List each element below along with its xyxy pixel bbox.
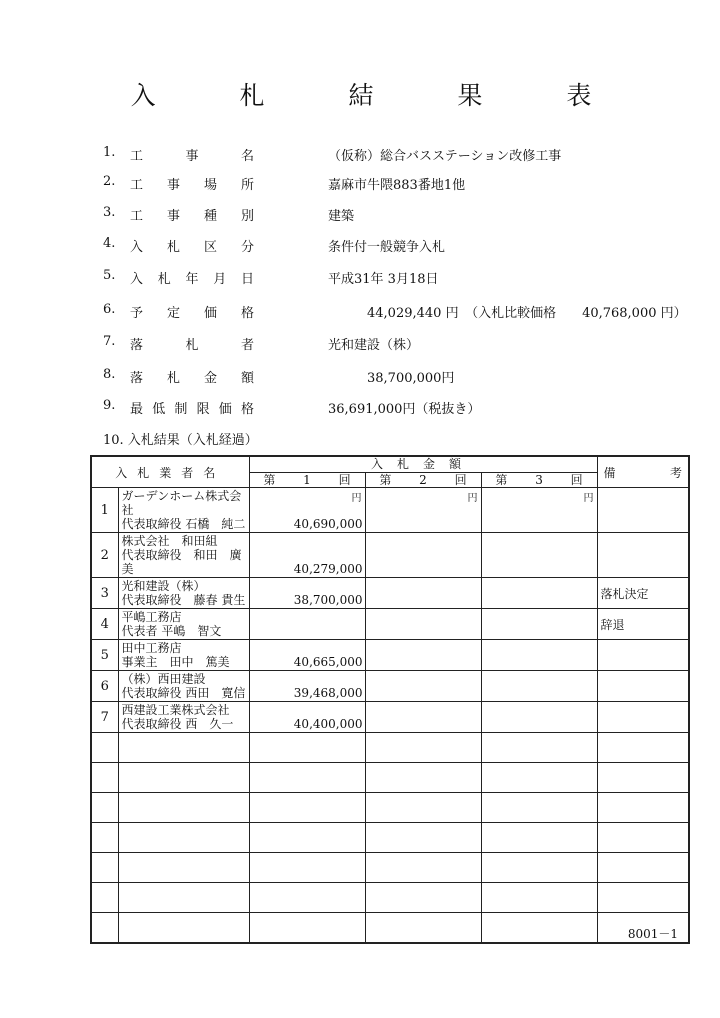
item-value: 44,029,440 円 （入札比較価格 40,768,000 円） [328, 306, 687, 321]
info-item [103, 268, 683, 288]
round-2-amount [365, 640, 481, 671]
representative: 代表取締役 和田 廣美 [121, 548, 242, 576]
company-name: 平嶋工務店 [121, 610, 182, 624]
row-number: 5 [91, 640, 118, 671]
remarks-cell [597, 671, 689, 702]
bidder-cell [118, 640, 249, 671]
empty-row [91, 793, 689, 823]
empty-row [91, 763, 689, 793]
table-row [91, 609, 689, 640]
header-bidder-name: 入札業者名 [91, 456, 249, 488]
item-value: 平成31年 3月18日 [328, 272, 439, 287]
yen-unit: 円 [351, 493, 362, 504]
remarks-cell [597, 533, 689, 578]
empty-row [91, 823, 689, 853]
remarks-cell: 落札決定 [597, 578, 689, 609]
yen-unit: 円 [583, 493, 594, 504]
representative: 代表取締役 石橋 純二 [121, 517, 246, 531]
bidder-cell [118, 702, 249, 733]
table-row [91, 702, 689, 733]
item-number: 1. [103, 145, 116, 160]
round-2-amount [365, 702, 481, 733]
bidder-cell [118, 533, 249, 578]
round-1-amount: 40,665,000 [249, 640, 365, 671]
item-label: 落 札 金 額 [130, 371, 254, 386]
item-label: 工 事 種 別 [130, 209, 254, 224]
round-3-amount [481, 578, 597, 609]
table-row [91, 488, 689, 533]
item-label: 工 事 名 [130, 149, 254, 164]
info-item [103, 174, 683, 194]
bidder-cell [118, 488, 249, 533]
round-1-amount: 38,700,000 [249, 578, 365, 609]
bidder-cell [118, 609, 249, 640]
info-item [103, 302, 687, 322]
item-value: 38,700,000円 [328, 371, 455, 386]
round-1-amount: 40,279,000 [249, 533, 365, 578]
company-name: （株）西田建設 [121, 672, 206, 686]
company-name: 株式会社 和田組 [121, 534, 218, 548]
item-value: 36,691,000円（税抜き） [328, 402, 481, 417]
remarks-cell [597, 640, 689, 671]
info-item [103, 334, 683, 354]
representative: 代表者 平嶋 智文 [121, 624, 222, 638]
row-number: 2 [91, 533, 118, 578]
bid-results-table [90, 455, 690, 944]
header-remarks: 備 考 [597, 456, 689, 488]
document-code: 8001－1 [627, 927, 678, 941]
page-title: 入 札 結 果 表 [130, 81, 630, 110]
round-2-amount [365, 671, 481, 702]
round-1-amount [249, 609, 365, 640]
representative: 代表取締役 西田 寛信 [121, 686, 246, 700]
empty-row [91, 883, 689, 913]
item-number: 4. [103, 236, 116, 251]
company-name: ガーデンホーム株式会社 [121, 489, 242, 517]
item-value: （仮称）総合バスステーション改修工事 [328, 149, 562, 164]
item-label: 入 札 区 分 [130, 240, 254, 255]
item-number: 6. [103, 302, 116, 317]
round-1-amount: 円 40,690,000 [249, 488, 365, 533]
item-number: 2. [103, 174, 116, 189]
round-3-amount [481, 671, 597, 702]
item-number: 9. [103, 398, 116, 413]
item-number: 8. [103, 367, 116, 382]
item-value: 光和建設（株） [328, 338, 420, 353]
header-round-2: 第 2 回 [365, 472, 481, 488]
round-1-amount: 39,468,000 [249, 671, 365, 702]
round-3-amount [481, 640, 597, 671]
table-row [91, 533, 689, 578]
item-value: 建築 [328, 209, 355, 224]
info-item [103, 145, 683, 165]
row-number: 4 [91, 609, 118, 640]
item-label: 予 定 価 格 [130, 306, 254, 321]
header-round-3: 第 3 回 [481, 472, 597, 488]
empty-row [91, 913, 689, 944]
remarks-cell [597, 702, 689, 733]
row-number: 1 [91, 488, 118, 533]
item-value: 条件付一般競争入札 [328, 240, 446, 255]
empty-row [91, 853, 689, 883]
header-bid-amount: 入札金額 [249, 456, 597, 472]
yen-unit: 円 [467, 493, 478, 504]
round-2-amount [365, 488, 481, 533]
info-item [103, 367, 683, 387]
item-label: 最 低 制 限 価 格 [130, 402, 254, 417]
company-name: 西建設工業株式会社 [121, 703, 230, 717]
company-name: 田中工務店 [121, 641, 182, 655]
header-round-1: 第 1 回 [249, 472, 365, 488]
item-number: 3. [103, 205, 116, 220]
item-number: 7. [103, 334, 116, 349]
item-value: 嘉麻市牛隈883番地1他 [328, 178, 466, 193]
info-item [103, 236, 683, 256]
table-row [91, 640, 689, 671]
table-row [91, 671, 689, 702]
item-label: 落 札 者 [130, 338, 254, 353]
bidder-cell [118, 671, 249, 702]
remarks-cell: 辞退 [597, 609, 689, 640]
info-item [103, 205, 683, 225]
row-number: 7 [91, 702, 118, 733]
round-2-amount [365, 533, 481, 578]
empty-row [91, 733, 689, 763]
remarks-cell [597, 488, 689, 533]
result-heading: 10. 入札結果（入札経過） [103, 433, 258, 448]
item-label: 工 事 場 所 [130, 178, 254, 193]
round-2-amount [365, 609, 481, 640]
representative: 事業主 田中 篤美 [121, 655, 230, 669]
round-3-amount [481, 533, 597, 578]
round-3-amount [481, 609, 597, 640]
info-item [103, 398, 683, 418]
row-number: 6 [91, 671, 118, 702]
company-name: 光和建設（株） [121, 579, 206, 593]
item-label: 入 札 年 月 日 [130, 272, 254, 287]
row-number: 3 [91, 578, 118, 609]
item-number: 5. [103, 268, 116, 283]
round-3-amount [481, 488, 597, 533]
representative: 代表取締役 藤春 貴生 [121, 593, 246, 607]
bidder-cell [118, 578, 249, 609]
round-2-amount [365, 578, 481, 609]
round-1-amount: 40,400,000 [249, 702, 365, 733]
table-row [91, 578, 689, 609]
representative: 代表取締役 西 久一 [121, 717, 234, 731]
round-3-amount [481, 702, 597, 733]
